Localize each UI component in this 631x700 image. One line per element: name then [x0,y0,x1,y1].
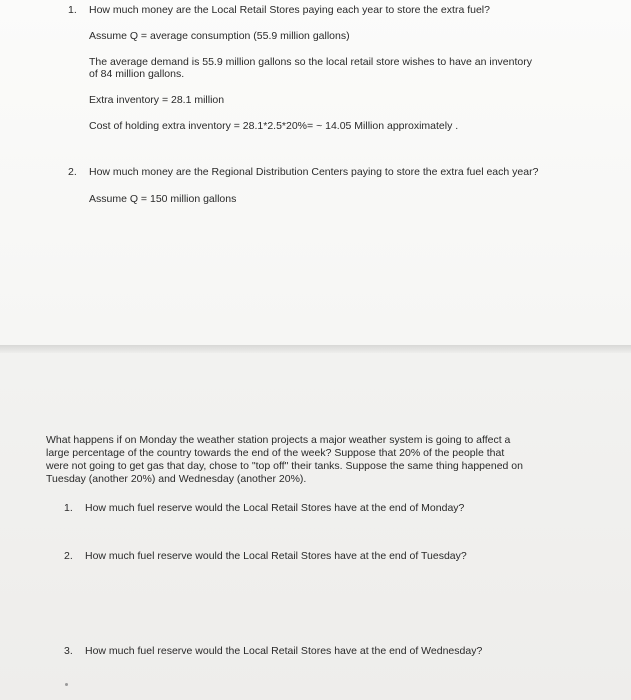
page-divider [0,345,631,353]
scenario-line4: Tuesday (another 20%) and Wednesday (another 20%). [46,473,307,485]
q1-number: 1. [68,4,77,16]
upper-document-section [0,0,631,345]
scenario-line1: What happens if on Monday the weather station projects a major weather system is going to affect a [46,434,511,446]
q1-assume: Assume Q = average consumption (55.9 million gallons) [89,30,350,42]
scenario-q1-text: How much fuel reserve would the Local Retail Stores have at the end of Monday? [85,502,465,514]
scenario-q2-number: 2. [64,550,73,562]
q1-holding-cost: Cost of holding extra inventory = 28.1*2.5*20%= ~ 14.05 Million approximately . [89,120,459,132]
q1-explanation-line2: of 84 million gallons. [89,68,185,80]
q1-extra-inventory: Extra inventory = 28.1 million [89,94,225,106]
q2-number: 2. [68,166,77,178]
lower-document-section [0,353,631,700]
scenario-q3-number: 3. [64,645,73,657]
q1-explanation-line1: The average demand is 55.9 million gallons so the local retail store wishes to have an inventory [89,56,532,68]
scenario-q1-number: 1. [64,502,73,514]
scenario-q2-text: How much fuel reserve would the Local Retail Stores have at the end of Tuesday? [85,550,467,562]
scenario-line2: large percentage of the country towards the end of the week? Suppose that 20% of the people that [46,447,505,459]
q1-question: How much money are the Local Retail Stores paying each year to store the extra fuel? [89,4,490,16]
list-bullet-mark [65,683,68,686]
scenario-line3: were not going to get gas that day, chose to "top off" their tanks. Suppose the same thing happened on [46,460,523,472]
scenario-q3-text: How much fuel reserve would the Local Retail Stores have at the end of Wednesday? [85,645,483,657]
q2-question: How much money are the Regional Distribution Centers paying to store the extra fuel each year? [89,166,539,178]
q2-assume: Assume Q = 150 million gallons [89,193,237,205]
